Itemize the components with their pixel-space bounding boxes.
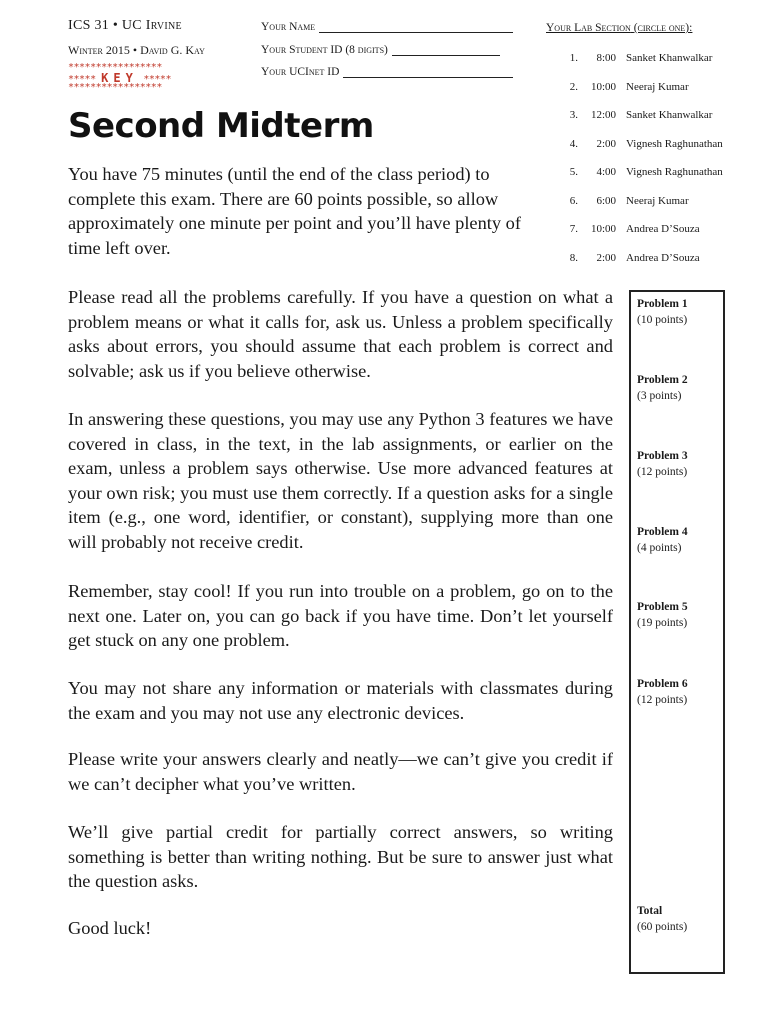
score-label: Problem 4 — [637, 526, 688, 538]
score-problem — [637, 524, 688, 556]
name-field-label: Your Name — [261, 21, 316, 33]
lab-section-time: 10:00 — [590, 223, 616, 235]
lab-section-option[interactable] — [560, 138, 723, 150]
score-problem — [637, 372, 688, 404]
score-points: (12 points) — [637, 694, 688, 706]
lab-section-number: 2. — [569, 81, 578, 93]
lab-section-number: 1. — [569, 52, 578, 64]
lab-section-time: 2:00 — [596, 252, 616, 264]
score-problem — [637, 448, 688, 480]
lab-section-ta: Neeraj Kumar — [626, 81, 689, 93]
score-points: (60 points) — [637, 921, 688, 933]
ucinet-id-field-label: Your UCInet ID — [261, 66, 340, 78]
lab-section-ta: Andrea D’Souza — [626, 223, 700, 235]
score-label: Problem 6 — [637, 678, 688, 690]
lab-section-number: 8. — [569, 252, 578, 264]
lab-section-number: 5. — [569, 166, 578, 178]
lab-section-time: 8:00 — [596, 52, 616, 64]
lab-section-number: 4. — [569, 138, 578, 150]
score-points: (19 points) — [637, 617, 688, 629]
page-title: Second Midterm — [68, 106, 374, 146]
key-stamp-left-stars: ***** — [68, 74, 96, 85]
term-instructor: Winter 2015 • David G. Kay — [68, 43, 205, 57]
lab-section-ta: Vignesh Raghunathan — [626, 138, 723, 150]
score-points: (4 points) — [637, 542, 682, 554]
score-label: Total — [637, 905, 663, 917]
lab-section-time: 2:00 — [596, 138, 616, 150]
lab-section-ta: Sanket Khanwalkar — [626, 52, 713, 64]
lab-section-option[interactable] — [560, 81, 689, 93]
score-label: Problem 2 — [637, 374, 688, 386]
lab-section-ta: Andrea D’Souza — [626, 252, 700, 264]
student-id-field-label: Your Student ID (8 digits) — [261, 44, 388, 56]
name-field-line[interactable] — [319, 22, 513, 33]
score-problem — [637, 599, 688, 631]
score-points: (10 points) — [637, 314, 688, 326]
lab-section-ta: Sanket Khanwalkar — [626, 109, 713, 121]
key-stamp-right-stars: ***** — [143, 74, 171, 85]
lab-section-title: Your Lab Section — [546, 22, 631, 34]
lab-section-option[interactable] — [560, 52, 712, 64]
lab-section-ta: Vignesh Raghunathan — [626, 166, 723, 178]
instructions-paragraph-1: Please read all the problems carefully. If you have a question on what a problem means or what it calls for, ask us. Unless a problem specifically asks about errors, you should assume that each problem is correct and solvable; ask us if you believe otherwise. — [68, 287, 613, 381]
key-stamp-bottom-border: ***************** — [68, 82, 162, 93]
score-problem — [637, 296, 688, 328]
lab-section-option[interactable] — [560, 223, 700, 235]
score-label: Problem 3 — [637, 450, 688, 462]
lab-section-time: 12:00 — [590, 109, 616, 121]
lab-section-time: 6:00 — [596, 195, 616, 207]
student-id-field[interactable] — [261, 44, 500, 56]
score-points: (12 points) — [637, 466, 688, 478]
course-name: ICS 31 • UC Irvine — [68, 18, 182, 33]
lab-section-time: 4:00 — [596, 166, 616, 178]
lab-section-time: 10:00 — [590, 81, 616, 93]
score-label: Problem 1 — [637, 298, 688, 310]
instructions-paragraph-3: Remember, stay cool! If you run into trouble on a problem, go on to the next one. Later on, you can go back if you have time. Don’t let yourself get stuck on any one problem. — [68, 581, 613, 651]
ucinet-id-field-line[interactable] — [343, 67, 513, 78]
instructions-paragraph-4: You may not share any information or materials with classmates during the exam and you may not use any electronic devices. — [68, 678, 613, 723]
score-points: (3 points) — [637, 390, 682, 402]
score-label: Problem 5 — [637, 601, 688, 613]
lab-section-option[interactable] — [560, 166, 723, 178]
instructions-paragraph-6: We’ll give partial credit for partially correct answers, so writing something is better than writing nothing. But be sure to answer just what the question asks. — [68, 822, 613, 892]
score-problem — [637, 676, 688, 708]
score-total — [637, 903, 687, 935]
lab-section-option[interactable] — [560, 252, 700, 264]
lab-section-option[interactable] — [560, 109, 712, 121]
good-luck-text: Good luck! — [68, 918, 152, 938]
key-stamp-top-border: ***************** — [68, 62, 162, 73]
ucinet-id-field[interactable] — [261, 66, 513, 78]
lab-section-option[interactable] — [560, 195, 689, 207]
instructions-paragraph-2: In answering these questions, you may use any Python 3 features we have covered in class, in the text, in the lab assignments, or earlier on the exam, unless a problem says otherwise. Use more advanced features at your own risk; you must use them correctly. If a question asks for a single item (e.g., one word, identifier, or constant), supplying more than one will probably not receive credit. — [68, 409, 613, 552]
lab-section-heading — [546, 22, 692, 34]
lab-section-number: 3. — [569, 109, 578, 121]
instructions-paragraph-5: Please write your answers clearly and neatly—we can’t give you credit if we can’t decipher what you’ve written. — [68, 749, 613, 794]
key-stamp-label: KEY — [101, 71, 138, 85]
intro-paragraph: You have 75 minutes (until the end of the class period) to complete this exam. There are 60 points possible, so allow approximately one minute per point and you’ll have plenty of time left over. — [68, 164, 522, 258]
student-id-field-line[interactable] — [392, 45, 500, 56]
lab-section-number: 6. — [569, 195, 578, 207]
lab-section-note: (circle one): — [633, 22, 693, 34]
lab-section-number: 7. — [569, 223, 578, 235]
name-field[interactable] — [261, 21, 513, 33]
lab-section-ta: Neeraj Kumar — [626, 195, 689, 207]
